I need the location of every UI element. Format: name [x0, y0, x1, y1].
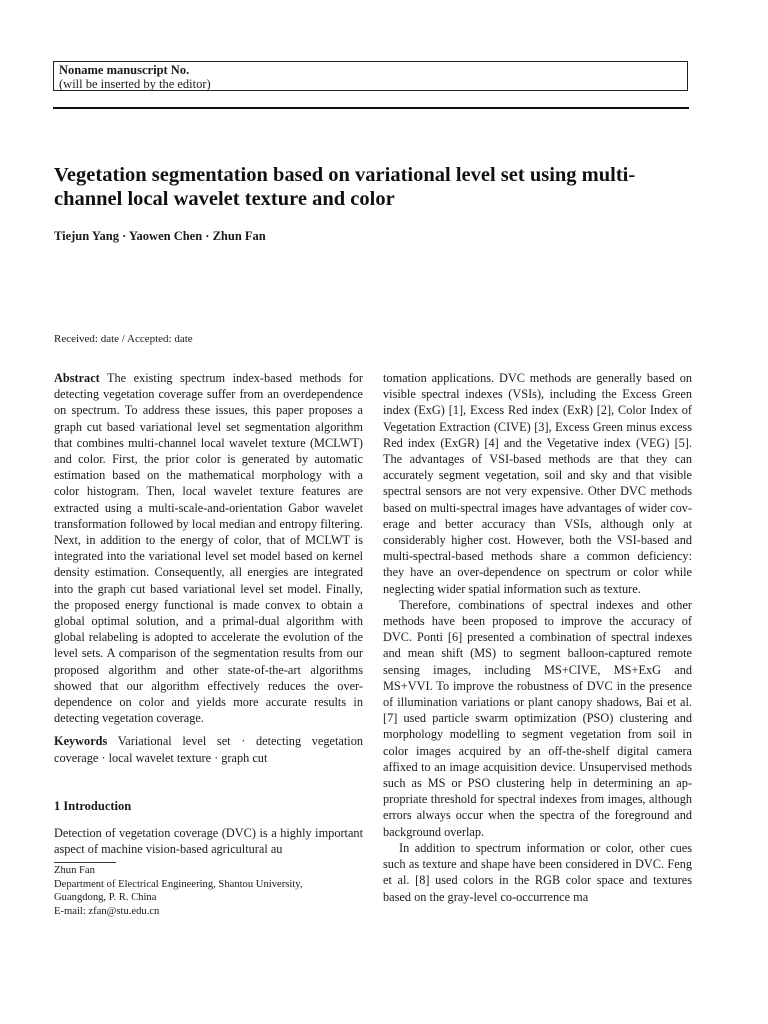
left-column [54, 370, 363, 857]
keywords-text: Variational level set · detecting vegetation coverage · local wavelet texture · graph cut [54, 734, 363, 765]
received-date: Received: date / Accepted: date [54, 333, 193, 345]
manuscript-header-box [53, 61, 688, 91]
intro-paragraph-1-cont: tomation applications. DVC methods are generally based on visible spectral indexes (VSIs), including the Excess Green index (ExG) [1], Excess Red index (ExR) [2], Color Index of Vegetation Extraction (CIVE) [3], Excess Green minus excess Red index (ExGR) [4] and the Vegetative index (VEG) [5]. The advantages of VSI-based methods are that they can accurately segment vegetation, soil and sky and that visible spectral sensors are not very expensive. Other DVC methods based on multi-spectral images have advantages of wider coverage and better accuracy than VSIs, although only at considerably higher cost. However, both the VSI-based and multi-spectral-based methods share a common deficiency: they have an over-dependence on spectrum or color while neglecting wider spatial information such as texture. [383, 371, 692, 596]
footnote-location: Guangdong, P. R. China [54, 892, 157, 903]
keywords [54, 733, 363, 765]
header-rule [53, 107, 689, 109]
intro-paragraph-1-start: Detection of vegetation coverage (DVC) is a highly important aspect of machine vision-based agricultural au [54, 825, 363, 857]
intro-paragraph-2: Therefore, combinations of spectral indexes and other methods have been proposed to improve the accuracy of DVC. Ponti [6] presented a combination of spectral indexes and mean shift (MS) to segment balloon-captured remote sensing images, including MS+CIVE, MS+ExG and MS+VVI. To improve the robustness of DVC in the presence of illumination variations or plant canopy shadows, Bai et al. [7] used particle swarm optimization (PSO) clustering and morphology modelling to segment vegetation from soil in color images acquired by an off-the-shelf digital camera affixed to an image acquisition device. Unsupervised methods such as MS or PSO clustering help in determining an appropriate threshold for spectral indexes from images, although errors always occur when the spectra of the foreground and background overlap. [383, 597, 692, 839]
section-heading-introduction: 1 Introduction [54, 798, 132, 813]
abstract [54, 370, 363, 726]
footnote-rule [54, 862, 116, 863]
editor-note: (will be inserted by the editor) [59, 77, 211, 91]
intro-paragraph-3: In addition to spectrum information or color, other cues such as texture and shape have been considered in DVC. Feng et al. [8] used colors in the RGB color space and textures based on the gray-level co-occurrence ma [383, 840, 692, 904]
footnote-email: E-mail: zfan@stu.edu.cn [54, 905, 160, 917]
keywords-label: Keywords [54, 734, 108, 749]
paper-title: Vegetation segmentation based on variational level set using multi-channel local wavelet texture and color [54, 164, 636, 210]
author-footnote [54, 864, 364, 918]
author-list: Tiejun Yang · Yaowen Chen · Zhun Fan [54, 229, 266, 243]
abstract-text: The existing spectrum index-based methods for detecting vegetation coverage suffer from an overdependence on spectrum. To address these issues, this paper proposes a graph cut based variational level set segmentation algorithm that combines multi-channel local wavelet texture (MCLWT) and color. First, the prior color is generated by automatic estimation based on the mathematical morphology with a color histogram. Then, local wavelet texture features are extracted using a multi-scale-and-orientation Gabor wavelet transformation followed by local median and entropy filtering. Next, in addition to the energy of color, that of MCLWT is integrated into the variational level set model based on kernel density estimation. Consequently, all energies are integrated into the graph cut based variational level set model. Finally, the proposed energy functional is made convex to obtain a global optimal solution, and a primal-dual algorithm with global relabeling is adopted to accelerate the evolution of the level sets. A comparison of the segmentation results from our proposed algorithm and other state-of-the-art algorithms showed that our algorithm effectively reduces the over-dependence on color and yields more accurate results in detecting vegetation coverage. [54, 371, 363, 726]
manuscript-label: Noname manuscript No. [59, 63, 190, 77]
footnote-department: Department of Electrical Engineering, Shantou University, [54, 878, 303, 890]
abstract-label: Abstract [54, 371, 100, 385]
right-column [383, 370, 692, 905]
footnote-name: Zhun Fan [54, 865, 95, 876]
